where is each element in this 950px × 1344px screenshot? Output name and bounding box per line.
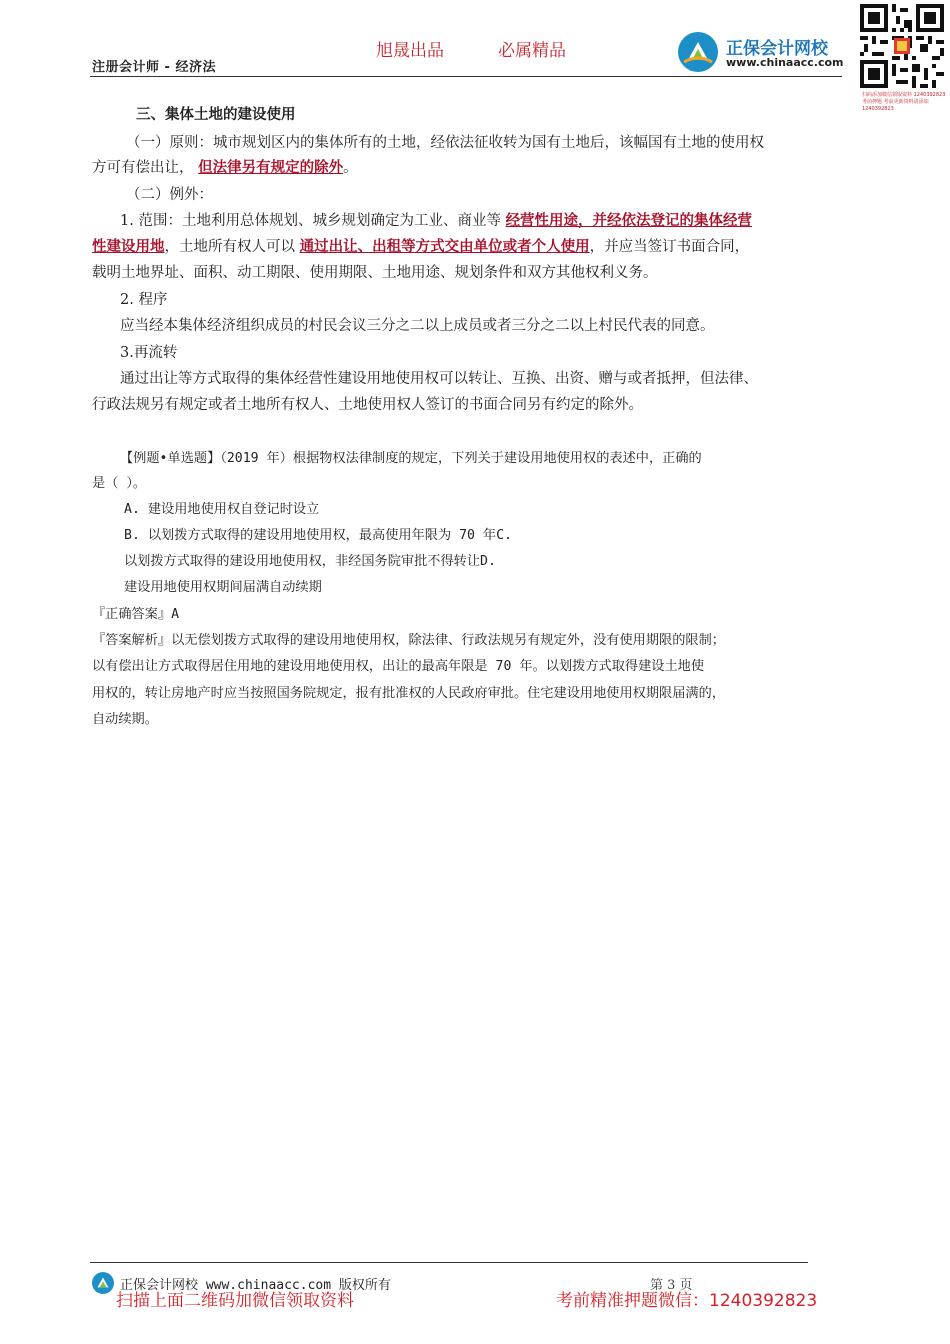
brand-logo-icon (678, 32, 718, 72)
explanation-line-1: 『答案解析』以无偿划拨方式取得的建设用地使用权，除法律、行政法规另有规定外，没有使用期限的限制； (92, 633, 725, 648)
principle-highlight: 但法律另有规定的除外 (198, 160, 344, 176)
principle-line-1: （一）原则：城市规划区内的集体所有的土地，经依法征收转为国有土地后，该幅国有土地的使用权 (126, 135, 764, 151)
explanation-line-4: 自动续期。 (92, 712, 158, 727)
option-c: 以划拨方式取得的建设用地使用权，非经国务院审批不得转让D. (124, 554, 496, 569)
recirculation-line-1: 通过出让等方式取得的集体经营性建设用地使用权可以转让、互换、出资、赠与或者抵押，但法律、 (120, 371, 758, 387)
course-title: 注册会计师 - 经济法 (92, 60, 216, 75)
scope-text-3: ，并应当签订书面合同， (589, 239, 750, 255)
recirculation-heading: 3.再流转 (120, 345, 178, 361)
slogan-left: 旭晟出品 (376, 41, 444, 61)
footer-copyright: 正保会计网校 www.chinaacc.com 版权所有 (120, 1278, 391, 1293)
scope-highlight-2: 通过出让、出租等方式交由单位或者个人使用 (299, 239, 590, 255)
brand-logo[interactable] (678, 32, 860, 76)
explanation-line-3: 用权的，转让房地产时应当按照国务院规定，报有批准权的人民政府审批。住宅建设用地使用权期限届满的， (92, 686, 725, 701)
exception-heading: （二）例外： (126, 187, 213, 203)
question-line-2: 是（ ）。 (92, 476, 147, 491)
correct-answer: 『正确答案』A (92, 607, 180, 622)
qr-code-icon[interactable] (860, 4, 944, 88)
scope-highlight-1: 经营性用途，并经依法登记的集体经营 (505, 213, 753, 229)
recirculation-line-2: 行政法规另有规定或者土地所有权人、土地使用权人签订的书面合同另有约定的除外。 (92, 397, 643, 413)
footer-logo-icon (92, 1272, 114, 1294)
procedure-text: 应当经本集体经济组织成员的村民会议三分之二以上成员或者三分之二以上村民代表的同意。 (120, 318, 715, 334)
header-divider (90, 76, 842, 77)
scope-line-1 (120, 208, 752, 234)
scope-highlight-1b: 性建设用地 (92, 239, 165, 255)
footer-promo-right: 考前精准押题微信：1240392823 (556, 1291, 818, 1311)
slogan-right: 必属精品 (498, 41, 566, 61)
footer-promo-left: 扫描上面二维码加微信领取资料 (116, 1291, 354, 1311)
page-number: 第 3 页 (650, 1278, 693, 1293)
principle-end: 。 (343, 160, 358, 176)
qr-note: 扫码添加微信领取资料 1240392823 考前押题 考前更新资料请添加 1240392823 (862, 92, 946, 112)
option-a: A. 建设用地使用权自登记时设立 (124, 502, 320, 517)
brand-url[interactable]: www.chinaacc.com (726, 56, 844, 69)
principle-text: 方可有偿出让， (92, 160, 194, 176)
scope-line-2 (92, 234, 749, 260)
option-b: B. 以划拨方式取得的建设用地使用权，最高使用年限为 70 年C. (124, 528, 512, 543)
principle-line-2 (92, 155, 358, 181)
scope-text-1: 1. 范围：土地利用总体规划、城乡规划确定为工业、商业等 (120, 213, 501, 229)
footer-divider (90, 1262, 808, 1263)
option-d: 建设用地使用权期间届满自动续期 (124, 580, 322, 595)
scope-text-2: ，土地所有权人可以 (164, 239, 295, 255)
question-line-1: 【例题•单选题】（2019 年）根据物权法律制度的规定，下列关于建设用地使用权的表述中，正确的 (120, 451, 702, 466)
brand-name: 正保会计网校 (726, 39, 828, 59)
procedure-heading: 2. 程序 (120, 292, 168, 308)
scope-line-3: 载明土地界址、面积、动工期限、使用期限、土地用途、规划条件和双方其他权利义务。 (92, 265, 658, 281)
explanation-line-2: 以有偿出让方式取得居住用地的建设用地使用权，出让的最高年限是 70 年。以划拨方式取得建设土地使 (92, 659, 705, 674)
section-title: 三、集体土地的建设使用 (136, 107, 296, 123)
